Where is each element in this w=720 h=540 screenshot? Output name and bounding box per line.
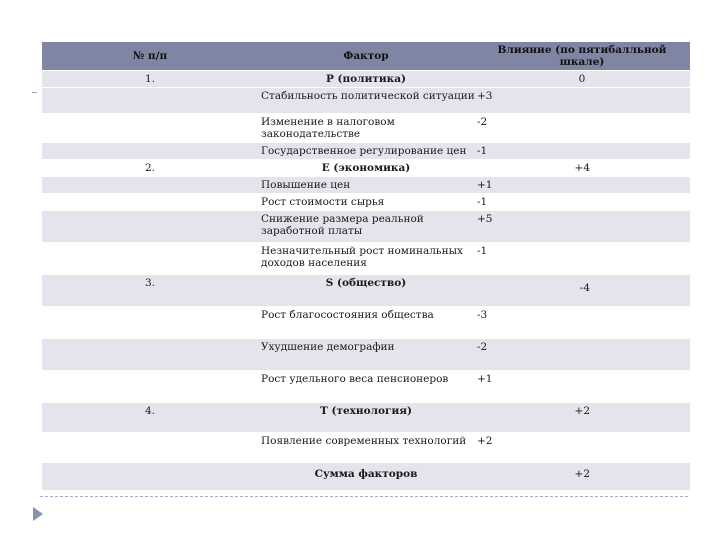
item-influence: -2: [477, 341, 488, 353]
item-influence: -1: [477, 145, 488, 157]
left-tick-mark: [32, 92, 37, 93]
row-num: 2.: [42, 160, 258, 177]
group-factor: P (политика): [258, 71, 474, 88]
total-influence: +2: [474, 463, 690, 491]
table-row: [42, 433, 690, 463]
item-factor: Изменение в налоговом законодательстве: [261, 116, 395, 140]
item-factor: Стабильность политической ситуации: [261, 90, 475, 102]
item-factor: Повышение цен: [261, 179, 351, 191]
row-num: 4.: [42, 403, 258, 433]
table-header-row: [42, 42, 690, 71]
row-num: 1.: [42, 71, 258, 88]
group-factor: T (технология): [258, 403, 474, 433]
table-row: [42, 211, 690, 243]
triangle-bullet-icon: [33, 507, 43, 521]
header-influence: Влияние (по пятибалльной шкале): [474, 42, 690, 71]
table-row: [42, 160, 690, 177]
item-factor: Незначительный рост номинальных доходов населения: [261, 245, 463, 269]
item-influence: +3: [477, 90, 493, 102]
row-num: 3.: [42, 275, 258, 307]
item-influence: +1: [477, 373, 493, 385]
group-factor: S (общество): [258, 275, 474, 307]
factors-table: [42, 42, 690, 491]
item-influence: -3: [477, 309, 488, 321]
item-factor: Ухудшение демографии: [261, 341, 395, 353]
footer-divider: [40, 496, 688, 497]
item-influence: +1: [477, 179, 493, 191]
item-influence: -1: [477, 196, 488, 208]
item-influence: -1: [477, 245, 488, 257]
item-influence: -2: [477, 116, 488, 128]
table-row: [42, 71, 690, 88]
total-label: Сумма факторов: [258, 463, 474, 491]
item-influence: +5: [477, 213, 493, 225]
group-influence: 0: [474, 71, 690, 88]
item-factor: Снижение размера реальной заработной платы: [261, 213, 424, 237]
table-row: [42, 463, 690, 491]
table-row: [42, 88, 690, 114]
item-influence: +2: [477, 435, 493, 447]
item-factor: Рост стоимости сырья: [261, 196, 385, 208]
group-influence: +4: [474, 160, 690, 177]
group-influence: -4: [474, 275, 690, 307]
item-factor: Государственное регулирование цен: [261, 145, 467, 157]
table-row: [42, 114, 690, 143]
table-row: [42, 371, 690, 403]
item-factor: Рост удельного веса пенсионеров: [261, 373, 449, 385]
item-factor: Появление современных технологий: [261, 435, 467, 447]
table-row: [42, 177, 690, 194]
table-row: [42, 243, 690, 275]
item-factor: Рост благосостояния общества: [261, 309, 434, 321]
group-influence: +2: [474, 403, 690, 433]
table-row: [42, 307, 690, 339]
table-row: [42, 143, 690, 160]
table-row: [42, 194, 690, 211]
header-factor: Фактор: [258, 42, 474, 71]
group-factor: E (экономика): [258, 160, 474, 177]
table-row: [42, 339, 690, 371]
table-row: [42, 403, 690, 433]
header-num: № п/п: [42, 42, 258, 71]
table-row: [42, 275, 690, 307]
